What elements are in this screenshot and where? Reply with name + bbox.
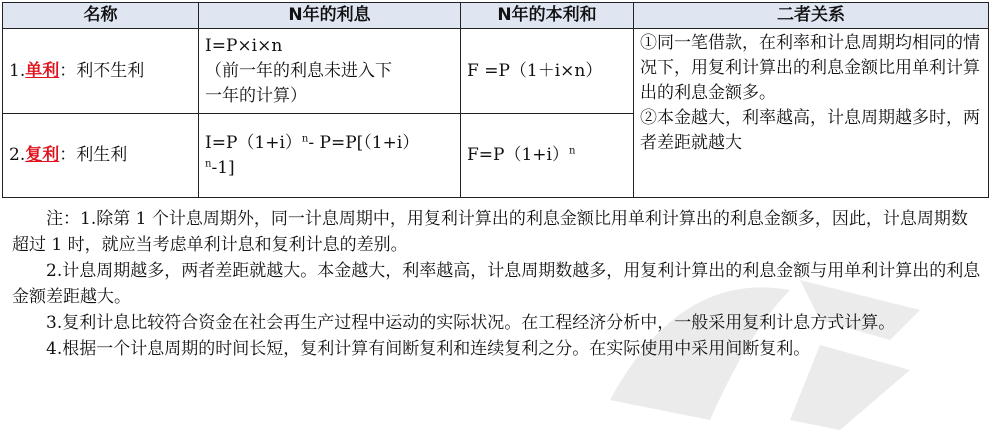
note-1: 注：1.除第 1 个计息周期外，同一计息周期中，用复利计算出的利息金额比用单利计算出的利息金额多，因此，计息周期数超过 1 时，就应当考虑单利计息和复利计息的差别。 (12, 209, 968, 255)
table-row-simple (3, 29, 989, 114)
header-name: 名称 (3, 3, 199, 29)
formula-part: I=P（1+i） (205, 132, 302, 153)
term-description: ：利生利 (59, 145, 128, 165)
header-relation: 二者关系 (634, 3, 989, 29)
relation-cell (634, 29, 989, 198)
note-3: 3.复利计息比较符合资金在社会再生产过程中运动的实际状况。在工程经济分析中，一般采用复利计息方式计算。 (46, 313, 896, 333)
exponent: n (568, 145, 576, 157)
note-2: 2.计息周期越多，两者差距就越大。本金越大，利率越高，计息周期数越多，用复利计算出的利息金额与用单利计算出的利息金额差距越大。 (12, 261, 981, 307)
row-index: 2. (9, 145, 26, 165)
interest-comparison-table (2, 2, 989, 198)
compound-interest-formula (199, 114, 461, 198)
header-total: N年的本利和 (461, 3, 634, 29)
term-compound-interest: 复利 (25, 145, 60, 165)
term-description: ：利不生利 (59, 60, 145, 81)
table-header-row (3, 3, 989, 29)
notes-section (12, 206, 982, 362)
relation-point-1: ①同一笔借款，在利率和计息周期均相同的情况下，用复利计算出的利息金额比用单利计算出的利息金额多。 (640, 33, 980, 103)
simple-interest-name (3, 29, 199, 114)
header-interest: N年的利息 (199, 3, 461, 29)
formula-note: （前一年的利息未进入下 (205, 60, 392, 81)
compound-interest-name (3, 114, 199, 198)
note-4: 4.根据一个计息周期的时间长短，复利计算有间断复利和连续复利之分。在实际使用中采用间断复利。 (46, 339, 811, 359)
exponent: n (301, 132, 309, 144)
row-index: 1. (9, 60, 26, 81)
exponent: n (205, 157, 212, 169)
formula-part: F=P（1+i） (467, 145, 569, 165)
simple-total-formula: F =P（1＋i×n） (461, 29, 634, 114)
formula-part: -1] (211, 157, 235, 178)
term-simple-interest: 单利 (25, 60, 60, 81)
simple-interest-formula (199, 29, 461, 114)
formula-part: - P=P[（1+i） (308, 132, 420, 153)
formula-note: 一年的计算） (205, 85, 307, 106)
relation-point-2: ②本金越大，利率越高，计息周期越多时，两者差距就越大 (640, 108, 980, 153)
compound-total-formula (461, 114, 634, 198)
formula-line: I=P×i×n (205, 35, 283, 56)
